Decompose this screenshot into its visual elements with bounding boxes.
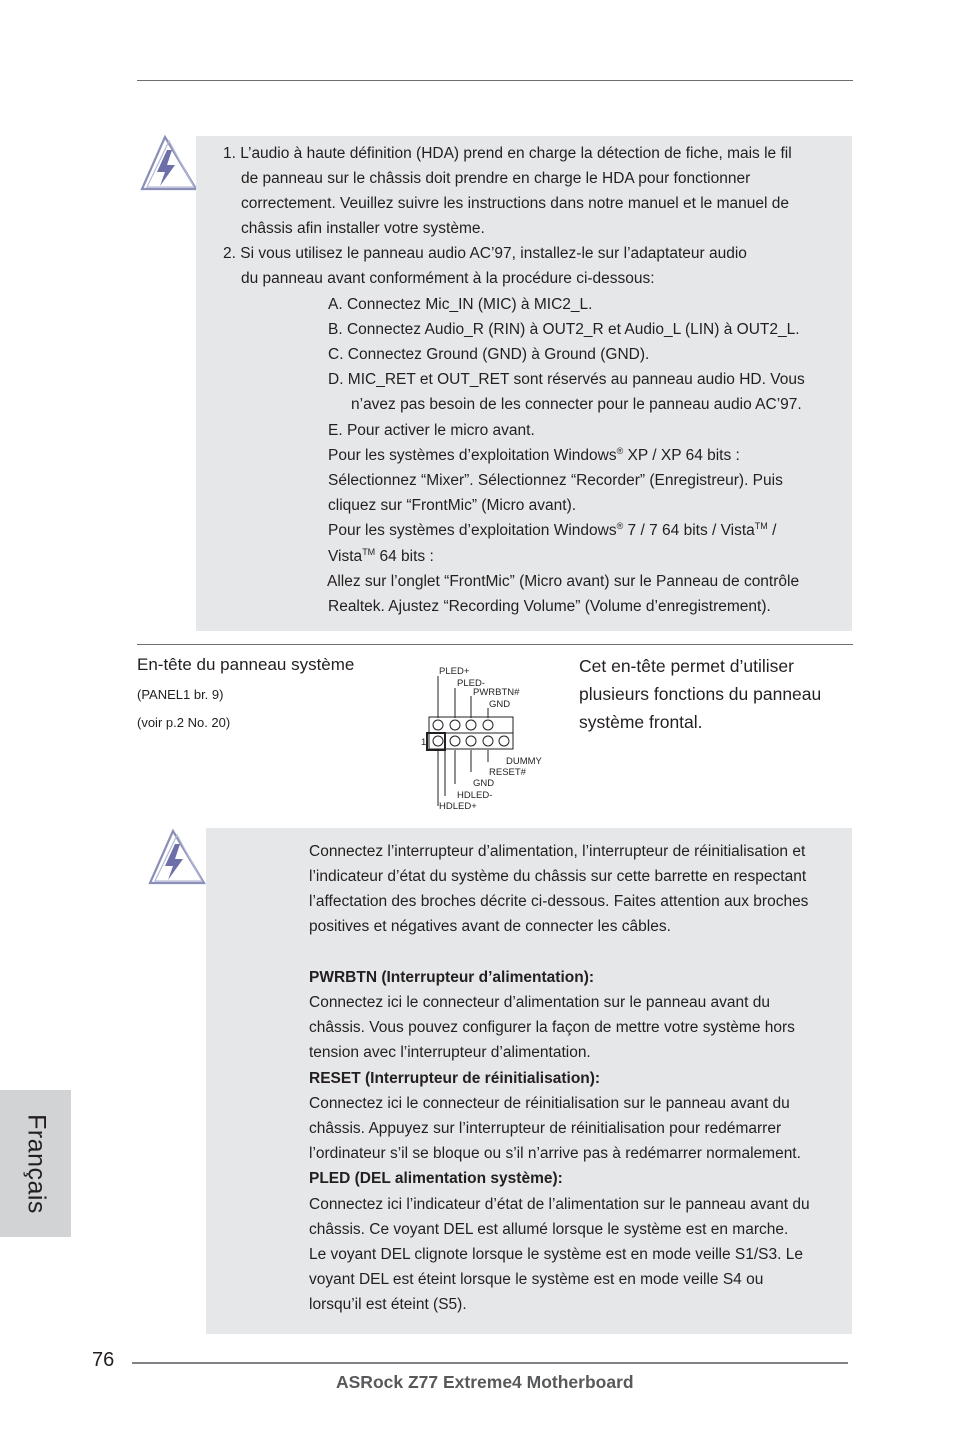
reset-heading: RESET (Interrupteur de réinitialisation): <box>309 1070 601 1087</box>
note2-line: lorsqu’il est éteint (S5). <box>309 1296 467 1313</box>
note2-line: tension avec l’interrupteur d’alimentation. <box>309 1044 591 1061</box>
section-description: plusieurs fonctions du panneau <box>579 684 822 704</box>
note2-line: châssis. Vous pouvez configurer la façon de mettre votre système hors <box>309 1019 795 1036</box>
note2-line: l’ordinateur s’il se bloque ou s’il n’arrive pas à redémarrer normalement. <box>309 1145 801 1162</box>
vista-line: Vista™ 64 bits : <box>328 547 434 565</box>
section-rule <box>137 644 853 645</box>
language-side-tab <box>0 1090 71 1237</box>
footer-product: ASRock Z77 Extreme4 Motherboard <box>336 1372 634 1392</box>
frontmic-line: Realtek. Ajustez “Recording Volume” (Volume d’enregistrement). <box>328 598 771 615</box>
note2-line: Connectez ici le connecteur de réinitialisation sur le panneau avant du <box>309 1095 790 1112</box>
top-rule <box>137 80 853 81</box>
mixer-line: Sélectionnez “Mixer”. Sélectionnez “Recorder” (Enregistreur). Puis <box>328 472 783 489</box>
note1-step: D. MIC_RET et OUT_RET sont réservés au panneau audio HD. Vous <box>328 371 805 388</box>
pin-label: PWRBTN# <box>473 687 520 698</box>
win7-line: Pour les systèmes d’exploitation Windows® 7 / 7 64 bits / Vista™ / <box>328 521 777 539</box>
note1-line: correctement. Veuillez suivre les instructions dans notre manuel et le manuel de <box>241 195 789 212</box>
section-title: En-tête du panneau système <box>137 655 355 674</box>
pin-label: RESET# <box>489 767 526 778</box>
note1-line: châssis afin installer votre système. <box>241 220 485 237</box>
mixer-line: cliquez sur “FrontMic” (Micro avant). <box>328 497 577 514</box>
warning-lightning-icon <box>137 134 199 192</box>
language-label: Français <box>22 1113 50 1214</box>
note2-line: Connectez ici l’indicateur d’état de l’alimentation sur le panneau avant du <box>309 1196 810 1213</box>
section-reference: (voir p.2 No. 20) <box>137 715 231 730</box>
pin-label: GND <box>473 778 495 789</box>
note1-step: E. Pour activer le micro avant. <box>328 422 535 439</box>
note1-line: de panneau sur le châssis doit prendre en charge le HDA pour fonctionner <box>241 170 751 187</box>
note2-line: Connectez ici le connecteur d’alimentation sur le panneau avant du <box>309 994 770 1011</box>
pin-label: HDLED+ <box>439 801 477 812</box>
note1-step: A. Connectez Mic_IN (MIC) à MIC2_L. <box>328 296 593 313</box>
pwrbtn-heading: PWRBTN (Interrupteur d’alimentation): <box>309 969 595 986</box>
pin-label: GND <box>489 699 511 710</box>
section-description: Cet en-tête permet d’utiliser <box>579 656 794 676</box>
section-subtitle: (PANEL1 br. 9) <box>137 687 224 702</box>
panel-header-diagram <box>418 660 554 812</box>
note2-line: l’affectation des broches décrite ci-dessous. Faites attention aux broches <box>309 893 809 910</box>
frontmic-line: Allez sur l’onglet “FrontMic” (Micro avant) sur le Panneau de contrôle <box>327 573 800 590</box>
note1-line: du panneau avant conformément à la procédure ci-dessous: <box>241 270 655 287</box>
pin-label: DUMMY <box>506 756 542 767</box>
note1-step: C. Connectez Ground (GND) à Ground (GND). <box>328 346 650 363</box>
note1-step: n’avez pas besoin de les connecter pour le panneau audio AC’97. <box>351 396 802 413</box>
note2-line: l’indicateur d’état du système du châssis sur cette barrette en respectant <box>309 868 807 885</box>
note1-line: 1. L’audio à haute définition (HDA) prend en charge la détection de fiche, mais le fil <box>223 145 792 162</box>
note2-line: Connectez l’interrupteur d’alimentation, l’interrupteur de réinitialisation et <box>309 843 806 860</box>
note2-line: Le voyant DEL clignote lorsque le système est en mode veille S1/S3. Le <box>309 1246 803 1263</box>
pin-label: PLED- <box>457 678 485 689</box>
note2-line: positives et négatives avant de connecter les câbles. <box>309 918 671 935</box>
note1-line: 2. Si vous utilisez le panneau audio AC’97, installez-le sur l’adaptateur audio <box>223 245 747 262</box>
note2-line: voyant DEL est éteint lorsque le système est en mode veille S4 ou <box>309 1271 764 1288</box>
page-number: 76 <box>92 1349 115 1371</box>
footer-rule <box>132 1362 848 1364</box>
pin1-marker: 1 <box>421 737 427 748</box>
winxp-line: Pour les systèmes d’exploitation Windows® XP / XP 64 bits : <box>328 446 740 464</box>
section-description: système frontal. <box>579 712 703 732</box>
note2-line: châssis. Ce voyant DEL est allumé lorsque le système est en marche. <box>309 1221 789 1238</box>
pin-label: HDLED- <box>457 790 493 801</box>
pin-label: PLED+ <box>439 666 470 677</box>
pled-heading: PLED (DEL alimentation système): <box>309 1170 563 1187</box>
warning-lightning-icon <box>145 828 207 886</box>
note2-line: châssis. Appuyez sur l’interrupteur de réinitialisation pour redémarrer <box>309 1120 782 1137</box>
note1-step: B. Connectez Audio_R (RIN) à OUT2_R et Audio_L (LIN) à OUT2_L. <box>328 321 800 338</box>
